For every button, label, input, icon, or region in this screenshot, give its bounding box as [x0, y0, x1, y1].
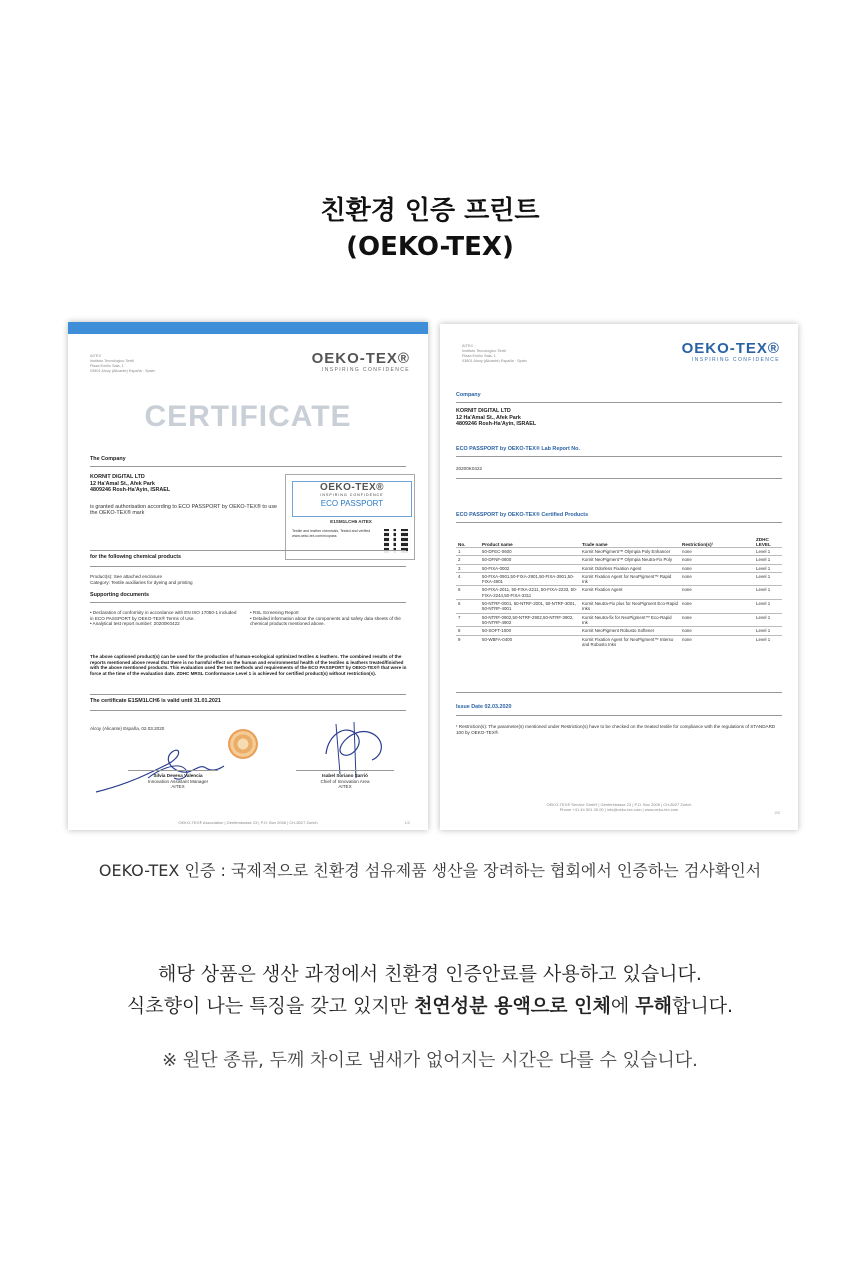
table-row: 4 50-FIXA-0901,50-FIXA-2901,50-FIXA-3901,50-FIXA-4901 Kornit Fixation Agent for NeoPigment™ Rapid Ink none Level 1	[456, 572, 782, 586]
odor-note: ※ 원단 종류, 두께 차이로 냄새가 없어지는 시간은 다를 수 있습니다.	[162, 1050, 698, 1071]
description-line-1: 해당 상품은 생산 과정에서 친환경 인증안료를 사용하고 있습니다.	[158, 963, 702, 985]
title-line-2: (OEKO-TEX)	[346, 232, 514, 262]
validity-text: The certificate E1SM1LCH6 is valid until 31.01.2021	[90, 698, 221, 704]
title-line-1: 친환경 인증 프린트	[320, 196, 540, 226]
lab-report-label: ECO PASSPORT by OEKO-TEX® Lab Report No.	[456, 446, 580, 452]
certificate-page	[68, 322, 428, 830]
table-row: 9 50-WBFA-0400 Kornit Fixation Agent for NeoPigment™ Interso and Robusto Inks none Level 1	[456, 635, 782, 648]
enclosure-page	[440, 324, 798, 830]
eco-passport-badge: OEKO-TEX® INSPIRING CONFIDENCE ECO PASSPORT E1SM1LCH6 AITEX Textile and leather chemicals, Tested and verified www.oeko-tex.com/ecopass	[285, 474, 415, 560]
table-row: 5 50-FIXA-2011, 50-FIXA-2211, 50-FIXA-2233, 50-FIXA-2244,50-FIXA-3311 Kornit Fixation Agent none Level 1	[456, 586, 782, 600]
certificate-address: AITEX Instituto Tecnológico Textil Plaza Emilio Sala, 1 03801 Alcoy (Alicante) España · Spain	[90, 354, 155, 373]
enclosure-page-number: 2/2	[774, 810, 780, 815]
signer-1: Silvia Devesa Valencia Innovation Assistant Manager AITEX	[147, 773, 209, 790]
signer-2: Isabel Soriano Sarrió Chief of Innovation Area AITEX	[320, 773, 370, 790]
products-info: Product(s): See attached enclosure Category: Textile auxiliaries for dyeing and printing	[90, 574, 193, 585]
lab-report-number: 20200K0422	[456, 466, 483, 471]
enclosure-company-block: KORNIT DIGITAL LTD 12 Ha'Amal St., Afek Park 4809246 Rosh-Ha'Ayin, ISRAEL	[456, 408, 537, 428]
certificate-caption: OEKO-TEX 인증 : 국제적으로 친환경 섬유제품 생산을 장려하는 협회에서 인증하는 검사확인서	[98, 861, 762, 880]
supporting-docs-right: • RSL Screening Report • Detailed information about the components and safety data sheets of the chemical products mentioned above.	[250, 610, 401, 627]
enclosure-footer: OEKO-TEX® Service GmbH | Genferstrasse 23 | P.O. Box 2006 | CH-8027 Zurich Phone +41 44 501 26 00 | info@oeko-tex.com | www.oeko-tex.com	[546, 802, 692, 812]
product-description	[0, 958, 860, 1022]
certified-products-table	[456, 537, 782, 648]
company-block: KORNIT DIGITAL LTD 12 Ha'Amal St., Afek Park 4809246 Rosh-Ha'Ayin, ISRAEL is granted authorisation according to ECO PASSPORT by OEKO-TEX® to use the OEKO-TEX® mark	[90, 474, 278, 517]
page-title	[0, 193, 860, 265]
for-products-label: for the following chemical products	[90, 554, 182, 560]
description-line-2: 식초향이 나는 특징을 갖고 있지만 천연성분 용액으로 인체에 무해합니다.	[126, 995, 734, 1017]
certificate-heading: CERTIFICATE	[144, 400, 352, 433]
certificate-page-number: 1/2	[404, 820, 410, 825]
enclosure-company-label: Company	[456, 392, 481, 398]
table-row: 1 50-DFEC-0600 Kornit NeoPigment™ Olympia Poly Enhancer none Level 1	[456, 548, 782, 556]
table-header-row: No. Product name Trade name Restriction(s)¹ ZDHC LEVEL	[458, 537, 771, 547]
certified-products-label: ECO PASSPORT by OEKO-TEX® Certified Products	[456, 512, 589, 518]
oeko-tex-logo-blue: OEKO-TEX® INSPIRING CONFIDENCE	[681, 340, 780, 363]
oeko-tex-logo: OEKO-TEX® INSPIRING CONFIDENCE	[311, 350, 410, 373]
issue-date: Issue Date 02.03.2020	[456, 704, 512, 710]
supporting-docs-left: • Declaration of conformity in accordance with EN ISO 17050-1 included in ECO PASSPORT by OEKO-TEX® Terms of Use. • Analytical test report number: 20200K0422	[90, 610, 237, 627]
certificate-statement: The above captioned product(s) can be used for the production of human-ecological optimized textiles & leathers. The combined results of the reports mentioned above reveal that there is no harmful effect on the human and environmental health of the textiles & leathers treated/finished with the above mentioned products. This evaluation used the test methods and requirements of the ECO PASSPORT by OEKO-TEX® that were in force at the time of the evaluation date. ZDHC MRSL Conformance Level 1 is achieved for certified product(s) without restriction(s).	[90, 654, 407, 676]
enclosure-address: AITEX Instituto Tecnológico Textil Plaza Emilio Sala, 1 03801 Alcoy (Alicante) España · Spain	[462, 344, 527, 363]
certificate-footer: OEKO-TEX® Association | Genferstrasse 23 | P.O. Box 2006 | CH-8027 Zurich	[178, 820, 318, 825]
table-row: 6 50-NTRF-0001, 50-NTRF-2001, 50-NTRF-3001, 50-NTRF-4001 Kornit Neutra-Fix plus for NeoPigment Eco-Rapid Inks none Level 1	[456, 600, 782, 614]
table-row: 8 50-SOFT-1000 Kornit NeoPigment Robusto Softener none Level 1	[456, 627, 782, 635]
table-row: 2 50-DFNF-0600 Kornit NeoPigment™ Olympia Neutra-Fix Poly none Level 1	[456, 556, 782, 564]
restriction-note: ¹ Restriction(s): The parameter(s) mentioned under Restriction(s) have to be checked on the treated textile for compliance with the regulations of STANDARD 100 by OEKO-TEX®.	[456, 724, 776, 735]
table-row: 7 50-NTRF-0902,50-NTRF-2902,50-NTRF-3902, 50-NTRF-4902 Kornit Neutra-fix for NeoPigment™ Eco-Rapid Ink none Level 1	[456, 613, 782, 627]
certificate-images	[0, 320, 860, 832]
place-date: Alcoy (Alicante) España, 02.03.2020	[90, 726, 165, 731]
table-row: 3 50-FIXA-0002 Kornit Odorless Fixation Agent none Level 1	[456, 564, 782, 572]
company-label: The Company	[90, 456, 126, 462]
supporting-docs-label: Supporting documents	[90, 592, 149, 598]
